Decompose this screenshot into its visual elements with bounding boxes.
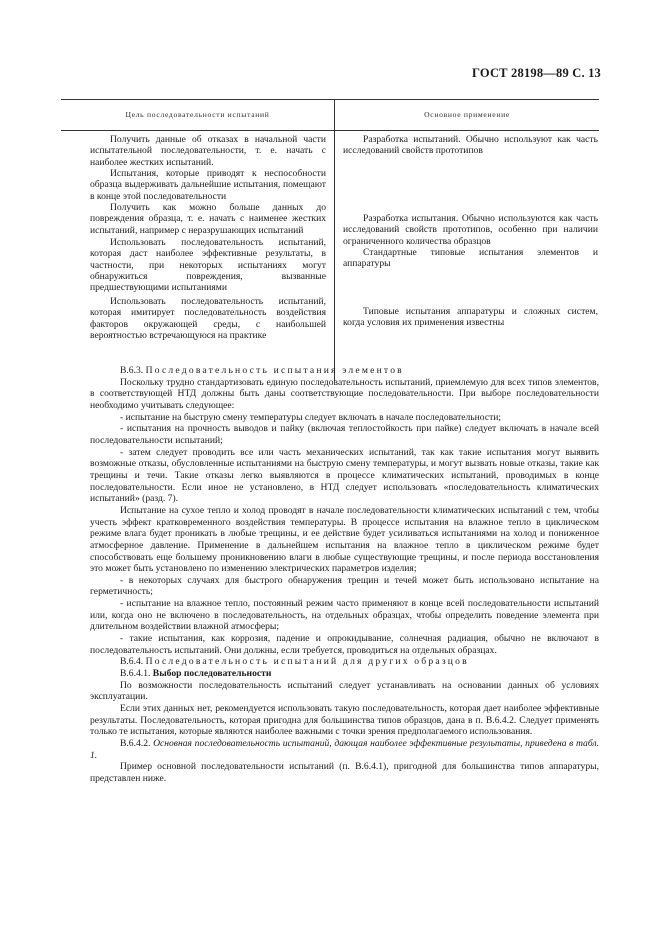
table-cell-goal: Испытания, которые приводят к неспособности образца выдерживать дальнейшие испытания, помещают в конце этой последовательности [90,168,326,202]
table-cell-goal: Использовать последовательность испытаний, которая имитирует последовательность воздействия факторов окружающей среды, с наибольшей вероятностью встречающуюся на практике [90,296,326,341]
paragraph: Пример основной последовательности испытаний (п. В.6.4.1), пригодной для большинства типов аппаратуры, представлен ниже. [90,761,599,784]
paragraph: Поскольку трудно стандартизовать единую последовательность испытаний, приемлемую для всех типов элементов, в соответствующей НТД должны быть даны соответствующие последовательности. При выборе последовательности необходимо учитывать следующее: [90,376,599,411]
subsection-heading: В.6.4.1. Выбор последовательности [120,668,272,680]
paragraph: По возможности последовательность испытаний следует устанавливать на основании данных об условиях эксплуатации. [90,679,599,703]
table-cell-goal: Получить как можно больше данных до повреждения образца, т. е. начать с наименее жестких испытаний, например с неразрушающих испытаний [90,202,326,236]
paragraph: - испытание на влажное тепло, постоянный режим часто применяют в конце всей последовательности испытаний или, когда оно не включено в последовательность, на отдельных образцах, чтобы определить поведение элемента при длительном воздействии влажной атмосферы; [90,598,599,633]
paragraph: - такие испытания, как коррозия, падение и опрокидывание, солнечная радиация, обычно не включают в последовательность испытаний. Они должны, если требуется, проводиться на отдельных образцах. [90,633,599,656]
sequence-table [61,99,599,381]
table-header-row [61,99,599,131]
column-header-goal: Цель последовательности испытаний [61,100,335,130]
table-cell-goal: Получить данные об отказах в начальной части испытательной последовательности, т. е. начать с наиболее жестких испытаний. [90,134,326,168]
paragraph: Если этих данных нет, рекомендуется использовать такую последовательность, которая дает наиболее эффективные результаты. Последовательность, которая пригодна для большинства типов образцов, дана в п. В.6.4.2. Следует применять только те испытания, которые являются наиболее важными с точки зрения предполагаемого использования. [90,703,599,738]
page-header: ГОСТ 28198—89 С. 13 [472,66,601,80]
column-header-use: Основное применение [424,110,510,119]
table-cell-use: Стандартные типовые испытания элементов и аппаратуры [343,247,598,270]
column-divider [334,131,335,381]
subsection-heading: В.6.4.2. Основная последовательность испытаний, дающая наиболее эффективные результаты, приведена в табл. 1. [90,738,599,761]
table-cell-use: Типовые испытания аппаратуры и сложных систем, когда условия их применения известны [343,306,598,329]
paragraph: - испытание на быструю смену температуры следует включать в начале последовательности; [120,411,502,423]
table-cell-use: Разработка испытания. Обычно используются как часть исследований свойств прототипов, особенно при наличии ограниченного количества образцов [343,213,598,247]
paragraph: - затем следует проводить все или часть механических испытаний, так как такие испытания могут выявить возможные отказы, обусловленные испытаниями на быструю смену температуры, и могут вызвать новые отказы, такие как трещины и течи. Такие отказы легко выявляются в процессе климатических испытаний, проводимых в конце последовательности. Если иное не установлено, в НТД следует использовать «последовательность климатических испытаний» (разд. 7). [90,446,599,505]
table-cell-use: Разработка испытаний. Обычно используют как часть исследований свойств прототипов [343,134,598,157]
table-cell-goal: Использовать последовательность испытаний, которая даст наиболее эффективные результаты, в частности, при некоторых испытаниях могут обнаружиться повреждения, вызванные предшествующими испытаниями [90,237,326,294]
section-heading: В.6.3. Последовательность испытания элементов [120,365,404,376]
paragraph: - в некоторых случаях для быстрого обнаружения трещин и течей может быть использовано испытание на герметичность; [90,574,599,598]
table-body [61,131,599,381]
document-body [90,365,599,785]
paragraph: - испытания на прочность выводов и пайку (включая теплостойкость при пайке) следует включать в начале всей последовательности испытаний; [90,423,599,446]
paragraph: Испытание на сухое тепло и холод проводят в начале последовательности климатических испытаний с тем, чтобы учесть эффект кратковременного воздействия температуры. В процессе испытания на влажное тепло в циклическом режиме влага будет проникать в любые трещины, и ее действие будет усиливаться испытаниями на холод и пониженное атмосферное давление. Применение в дальнейшем испытания на влажное тепло в циклическом режиме будет способствовать еще большему проникновению влаги в любые существующие трещины, и после периода восстановления это может быть установлено по изменению электрических параметров изделия; [90,504,599,575]
section-heading: В.6.4. Последовательность испытаний для других образцов [120,656,469,668]
